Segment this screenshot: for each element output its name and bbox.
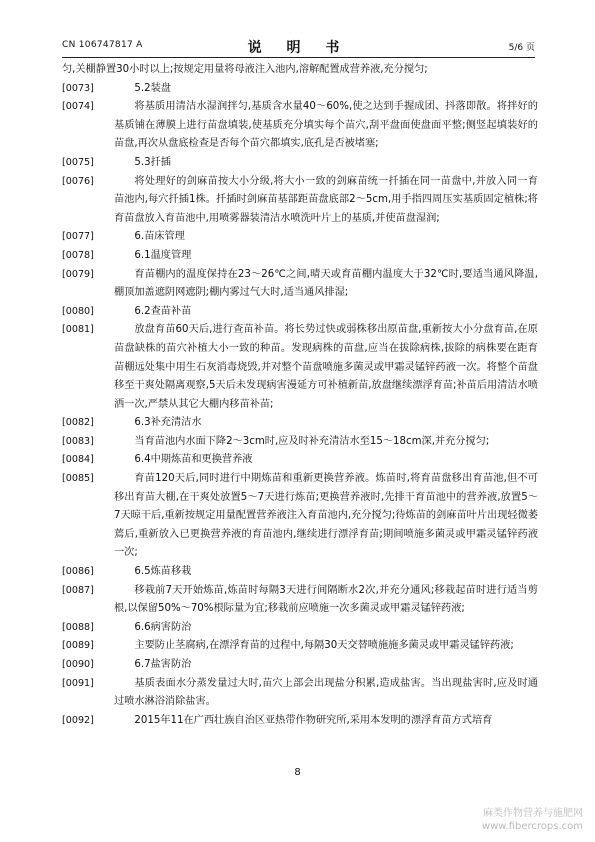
paragraph-text: 6.7盐害防治 — [134, 659, 192, 670]
paragraph — [62, 414, 538, 433]
paragraph — [62, 433, 538, 452]
paragraph-id: [0090] — [62, 659, 94, 670]
paragraph — [62, 61, 538, 80]
paragraph-id: [0084] — [62, 454, 94, 466]
paragraph — [62, 451, 538, 470]
paragraph-text: 匀,关棚静置30小时以上;按规定用量将母液注入池内,溶解配置成营养液,充分搅匀; — [62, 64, 428, 75]
paragraph-id: [0075] — [62, 156, 94, 168]
paragraph-text: 基质表面水分蒸发量过大时,苗穴上部会出现盐分积累,造成盐害。当出现盐害时,应及时通过喷水淋浴消除盐害。 — [114, 677, 538, 708]
paragraph-text: 主要防止茎腐病,在漂浮育苗的过程中,每隔30天交替喷施施多菌灵或甲霜灵锰锌药液; — [134, 640, 514, 652]
paragraph — [62, 656, 538, 675]
paragraph — [62, 80, 538, 99]
paragraph — [62, 228, 538, 247]
page-number: 8 — [294, 767, 301, 778]
paragraph-text: 育苗棚内的温度保持在23～26℃之间,晴天或育苗棚内温度大于32℃时,要适当通风降温,棚顶加盖遮阴网遮阴;棚内雾过气大时,适当通风排湿; — [114, 268, 538, 299]
paragraph-text: 5.3扦插 — [134, 156, 171, 168]
paragraph — [62, 563, 538, 582]
watermark-title: 麻类作物营养与施肥网 — [483, 808, 583, 819]
paragraph-text: 6.4中期炼苗和更换营养液 — [134, 454, 253, 466]
paragraph — [62, 619, 538, 638]
paragraph-text: 6.苗床管理 — [134, 231, 185, 243]
paragraph-text: 移栽前7天开始炼苗,炼苗时每隔3天进行间隔断水2次,并充分通风;移栽起苗时进行适当剪根,以保留50%～70%根际量为宜;移栽前应喷施一次多菌灵或甲霜灵锰锌药液; — [114, 584, 538, 615]
paragraph-text: 6.5炼苗移栽 — [134, 566, 192, 578]
paragraph — [62, 637, 538, 656]
paragraph-text: 5.2装盘 — [134, 82, 171, 94]
paragraph-text: 将基质用清洁水湿润拌匀,基质含水量40～60%,使之达到手握成团、抖落即散。将拌好的基质铺在薄膜上进行苗盘填装,使基质充分填实每个苗穴,刮平盘面使盘面平整;侧竖起填装好的苗盘,再次从盘底检查是否每个苗穴都填实,底孔是否被堵塞; — [114, 101, 538, 150]
page-reference: 5/6 页 — [508, 43, 535, 53]
paragraph — [62, 470, 538, 563]
paragraph-text: 放盘育苗60天后,进行查苗补苗。将长势过快或弱株移出原苗盘,重新按大小分盘育苗,在原苗盘缺株的苗穴补植大小一致的种苗。发现病株的苗盘,应当在拔除病株,拔除的病株要在距育苗棚远处集中用生石灰消毒烧毁,并对整个苗盘喷施多菌灵或甲霜灵锰锌药液一次。将整个苗盘移至干爽处隔离观察,5天后未发现病害漫延方可补植新苗,放盘继续漂浮育苗;补苗后用清洁水喷洒一次,严禁从其它大棚内移苗补苗; — [114, 324, 538, 410]
paragraph-id: [0087] — [62, 584, 94, 596]
paragraph — [62, 154, 538, 173]
paragraph-id: [0089] — [62, 640, 94, 652]
paragraph-id: [0083] — [62, 435, 94, 447]
publication-number: CN 106747817 A — [62, 40, 143, 50]
document-title: 说 明 书 — [247, 40, 350, 56]
paragraph — [62, 247, 538, 266]
paragraph-id: [0076] — [62, 175, 94, 187]
paragraph-id: [0078] — [62, 249, 94, 261]
paragraph — [62, 173, 538, 229]
paragraph — [62, 712, 538, 731]
paragraph-id: [0079] — [62, 268, 94, 280]
document-body — [62, 61, 538, 730]
paragraph-id: [0088] — [62, 621, 94, 633]
paragraph-text: 当育苗池内水面下降2～3cm时,应及时补充清洁水至15～18cm深,并充分搅匀; — [134, 435, 490, 447]
paragraph-id: [0080] — [62, 305, 94, 317]
paragraph-text: 2015年11在广西壮族自治区亚热带作物研究所,采用本发明的漂浮育苗方式培育 — [134, 714, 493, 726]
paragraph-text: 6.2查苗补苗 — [134, 305, 192, 317]
paragraph-id: [0085] — [62, 473, 94, 485]
site-watermark — [482, 807, 583, 833]
watermark-url: www.fibercrops.com — [481, 821, 583, 832]
paragraph-id: [0074] — [62, 101, 94, 113]
paragraph-id: [0073] — [62, 82, 94, 94]
paragraph-text: 6.6病害防治 — [134, 621, 192, 633]
paragraph-id: [0077] — [62, 231, 94, 243]
paragraph — [62, 675, 538, 712]
paragraph-id: [0081] — [62, 324, 94, 336]
paragraph-text: 6.1温度管理 — [134, 249, 192, 261]
paragraph-text: 6.3补充清洁水 — [134, 417, 202, 429]
paragraph-text: 育苗120天后,同时进行中期炼苗和重新更换营养液。炼苗时,将育苗盘移出育苗池,但不可移出育苗大棚,在干爽处放置5～7天进行炼苗;更换营养液时,先排干育苗池中的营养液,放置5～7天晾干后,重新按规定用量配置营养液注入育苗池内,充分搅匀;待炼苗的剑麻苗叶片出现轻微萎蔫后,重新放入已更换营养液的育苗池内,继续进行漂浮育苗;期间喷施多菌灵或甲霜灵锰锌药液一次; — [114, 473, 538, 559]
document-header — [62, 37, 535, 55]
paragraph-id: [0082] — [62, 417, 94, 429]
paragraph — [62, 303, 538, 322]
paragraph — [62, 98, 538, 154]
paragraph — [62, 582, 538, 619]
paragraph-id: [0091] — [62, 677, 94, 689]
paragraph — [62, 266, 538, 303]
paragraph-text: 将处理好的剑麻苗按大小分级,将大小一致的剑麻苗统一扦插在同一苗盘中,并放入同一育苗池内,每穴扦插1株。扦插时剑麻苗基部距苗盘底部2～5cm,用手指四周压实基质固定植株;将育苗盘放入育苗池中,用喷雾器装清洁水喷洗叶片上的基质,并使苗盘湿润; — [114, 175, 538, 224]
paragraph-id: [0086] — [62, 566, 94, 578]
paragraph-id: [0092] — [62, 714, 94, 726]
paragraph — [62, 321, 538, 414]
header-rule — [62, 57, 535, 58]
